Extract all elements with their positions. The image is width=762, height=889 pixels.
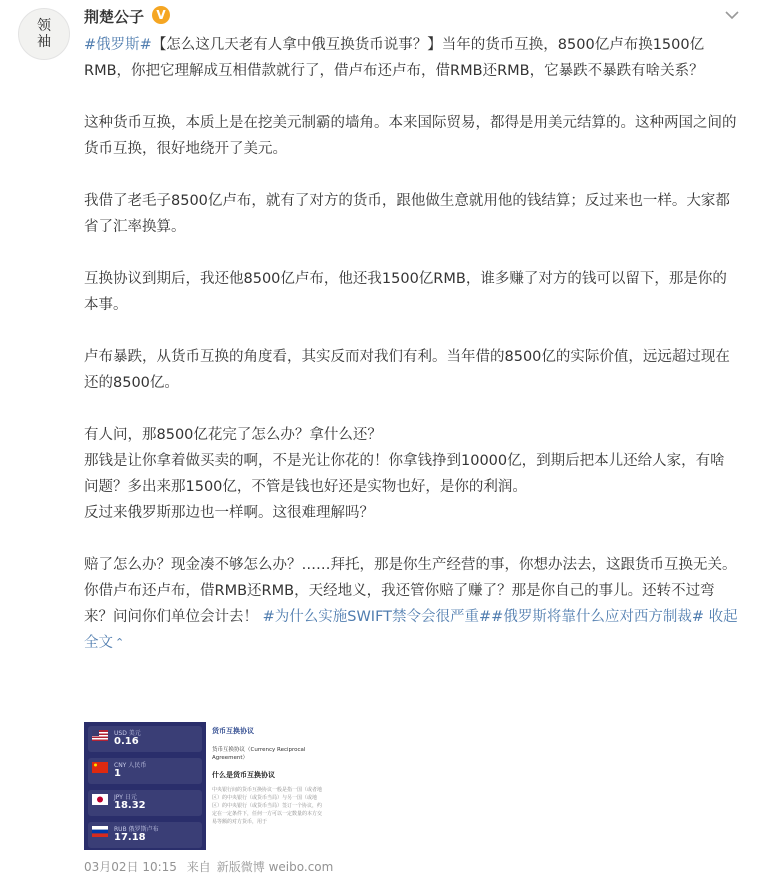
paragraph-4: 互换协议到期后，我还他8500亿卢布，他还我1500亿RMB，谁多赚了对方的钱可以留下，那是你的本事。: [84, 271, 727, 313]
rate-value: 0.16: [114, 736, 139, 747]
avatar[interactable]: [18, 8, 70, 60]
source-prefix: 来自: [186, 860, 211, 874]
collapse-label: 收起全文: [84, 609, 738, 651]
post-meta: [84, 858, 339, 875]
hashtag-sanctions[interactable]: #俄罗斯将靠什么应对西方制裁#: [491, 609, 704, 625]
rate-row: [88, 726, 202, 752]
rate-row: [88, 790, 202, 816]
rate-row: [88, 758, 202, 784]
chevron-down-icon: [725, 10, 739, 20]
verified-badge-letter: V: [156, 8, 166, 22]
article-body: 中央银行间的货币互换协议一般是指一国（或者地区）的中央银行（或货币当局）与另一国（或地区）的中央银行（或货币当局）签订一个协议，约定在一定条件下，任何一方可以一定数量的本方交易等额的对方货币，用于: [212, 787, 323, 825]
post-source[interactable]: 新版微博 weibo.com: [216, 860, 334, 874]
hashtag-swift[interactable]: #为什么实施SWIFT禁令会很严重#: [262, 609, 492, 625]
paragraph-2: 这种货币互换，本质上是在挖美元制霸的墙角。本来国际贸易，都得是用美元结算的。这种两国之间的货币互换，很好地绕开了美元。: [84, 115, 737, 157]
paragraph-1-text: 【怎么这几天老有人拿中俄互换货币说事？】当年的货币互换，8500亿卢布换1500亿RMB，你把它理解成互相借款就行了，借卢布还卢布，借RMB还RMB，它暴跌不暴跌有啥关系？: [84, 37, 705, 79]
author-name[interactable]: 荆楚公子: [84, 8, 145, 26]
paragraph-6-line-1: 有人问，那8500亿花完了怎么办？拿什么还？: [84, 427, 382, 443]
rate-code: CNY 人民币: [114, 762, 147, 769]
more-options-button[interactable]: [720, 4, 744, 26]
hashtag-russia[interactable]: #俄罗斯#: [84, 37, 152, 53]
post-body: [84, 32, 738, 656]
rate-code: RUB 俄罗斯卢布: [114, 826, 159, 833]
rate-code: JPY 日元: [114, 794, 137, 801]
rate-value: 1: [114, 768, 121, 779]
paragraph-6-line-2: 那钱是让你拿着做买卖的啊，不是光让你花的！你拿钱挣到10000亿，到期后把本儿还给人家，有啥问题？多出来那1500亿，不管是钱也好还是实物也好，是你的利润。: [84, 453, 725, 495]
avatar-text-top: 领: [37, 18, 51, 34]
exchange-rate-panel: [84, 722, 206, 850]
paragraph-6-line-3: 反过来俄罗斯那边也一样啊。这很难理解吗？: [84, 505, 374, 521]
rate-code: USD 美元: [114, 730, 141, 737]
rate-value: 17.18: [114, 832, 146, 843]
paragraph-5: 卢布暴跌，从货币互换的角度看，其实反而对我们有利。当年借的8500亿的实际价值，远远超过现在还的8500亿。: [84, 349, 730, 391]
rate-row: [88, 822, 202, 848]
article-preview: [206, 722, 328, 850]
ru-flag-icon: [92, 826, 108, 837]
article-line: 货币互换协议（Currency Reciprocal Agreement）: [212, 747, 306, 761]
paragraph-7: [84, 552, 738, 656]
article-heading: 什么是货币互换协议: [212, 771, 275, 779]
chevron-up-icon: ⌃: [115, 636, 125, 649]
rate-value: 18.32: [114, 800, 146, 811]
verified-badge-icon: [152, 6, 170, 24]
avatar-text-bottom: 袖: [37, 34, 51, 50]
jp-flag-icon: [92, 794, 108, 805]
paragraph-7-text: 赔了怎么办？现金凑不够怎么办？……拜托，那是你生产经营的事，你想办法去，这跟货币互换无关。你借卢布还卢布，借RMB还RMB，天经地义，我还管你赔了赚了？那是你自己的事儿。还转不过弯来？问问你们单位会计去！: [84, 557, 737, 625]
paragraph-1: [84, 32, 738, 84]
post-date[interactable]: 03月02日 10:15: [84, 860, 177, 874]
article-title: 货币互换协议: [212, 727, 254, 735]
post-image-thumbnail[interactable]: [84, 722, 328, 850]
cn-flag-icon: [92, 762, 108, 773]
us-flag-icon: [92, 730, 108, 741]
paragraph-3: 我借了老毛子8500亿卢布，就有了对方的货币，跟他做生意就用他的钱结算；反过来也一样。大家都省了汇率换算。: [84, 193, 730, 235]
